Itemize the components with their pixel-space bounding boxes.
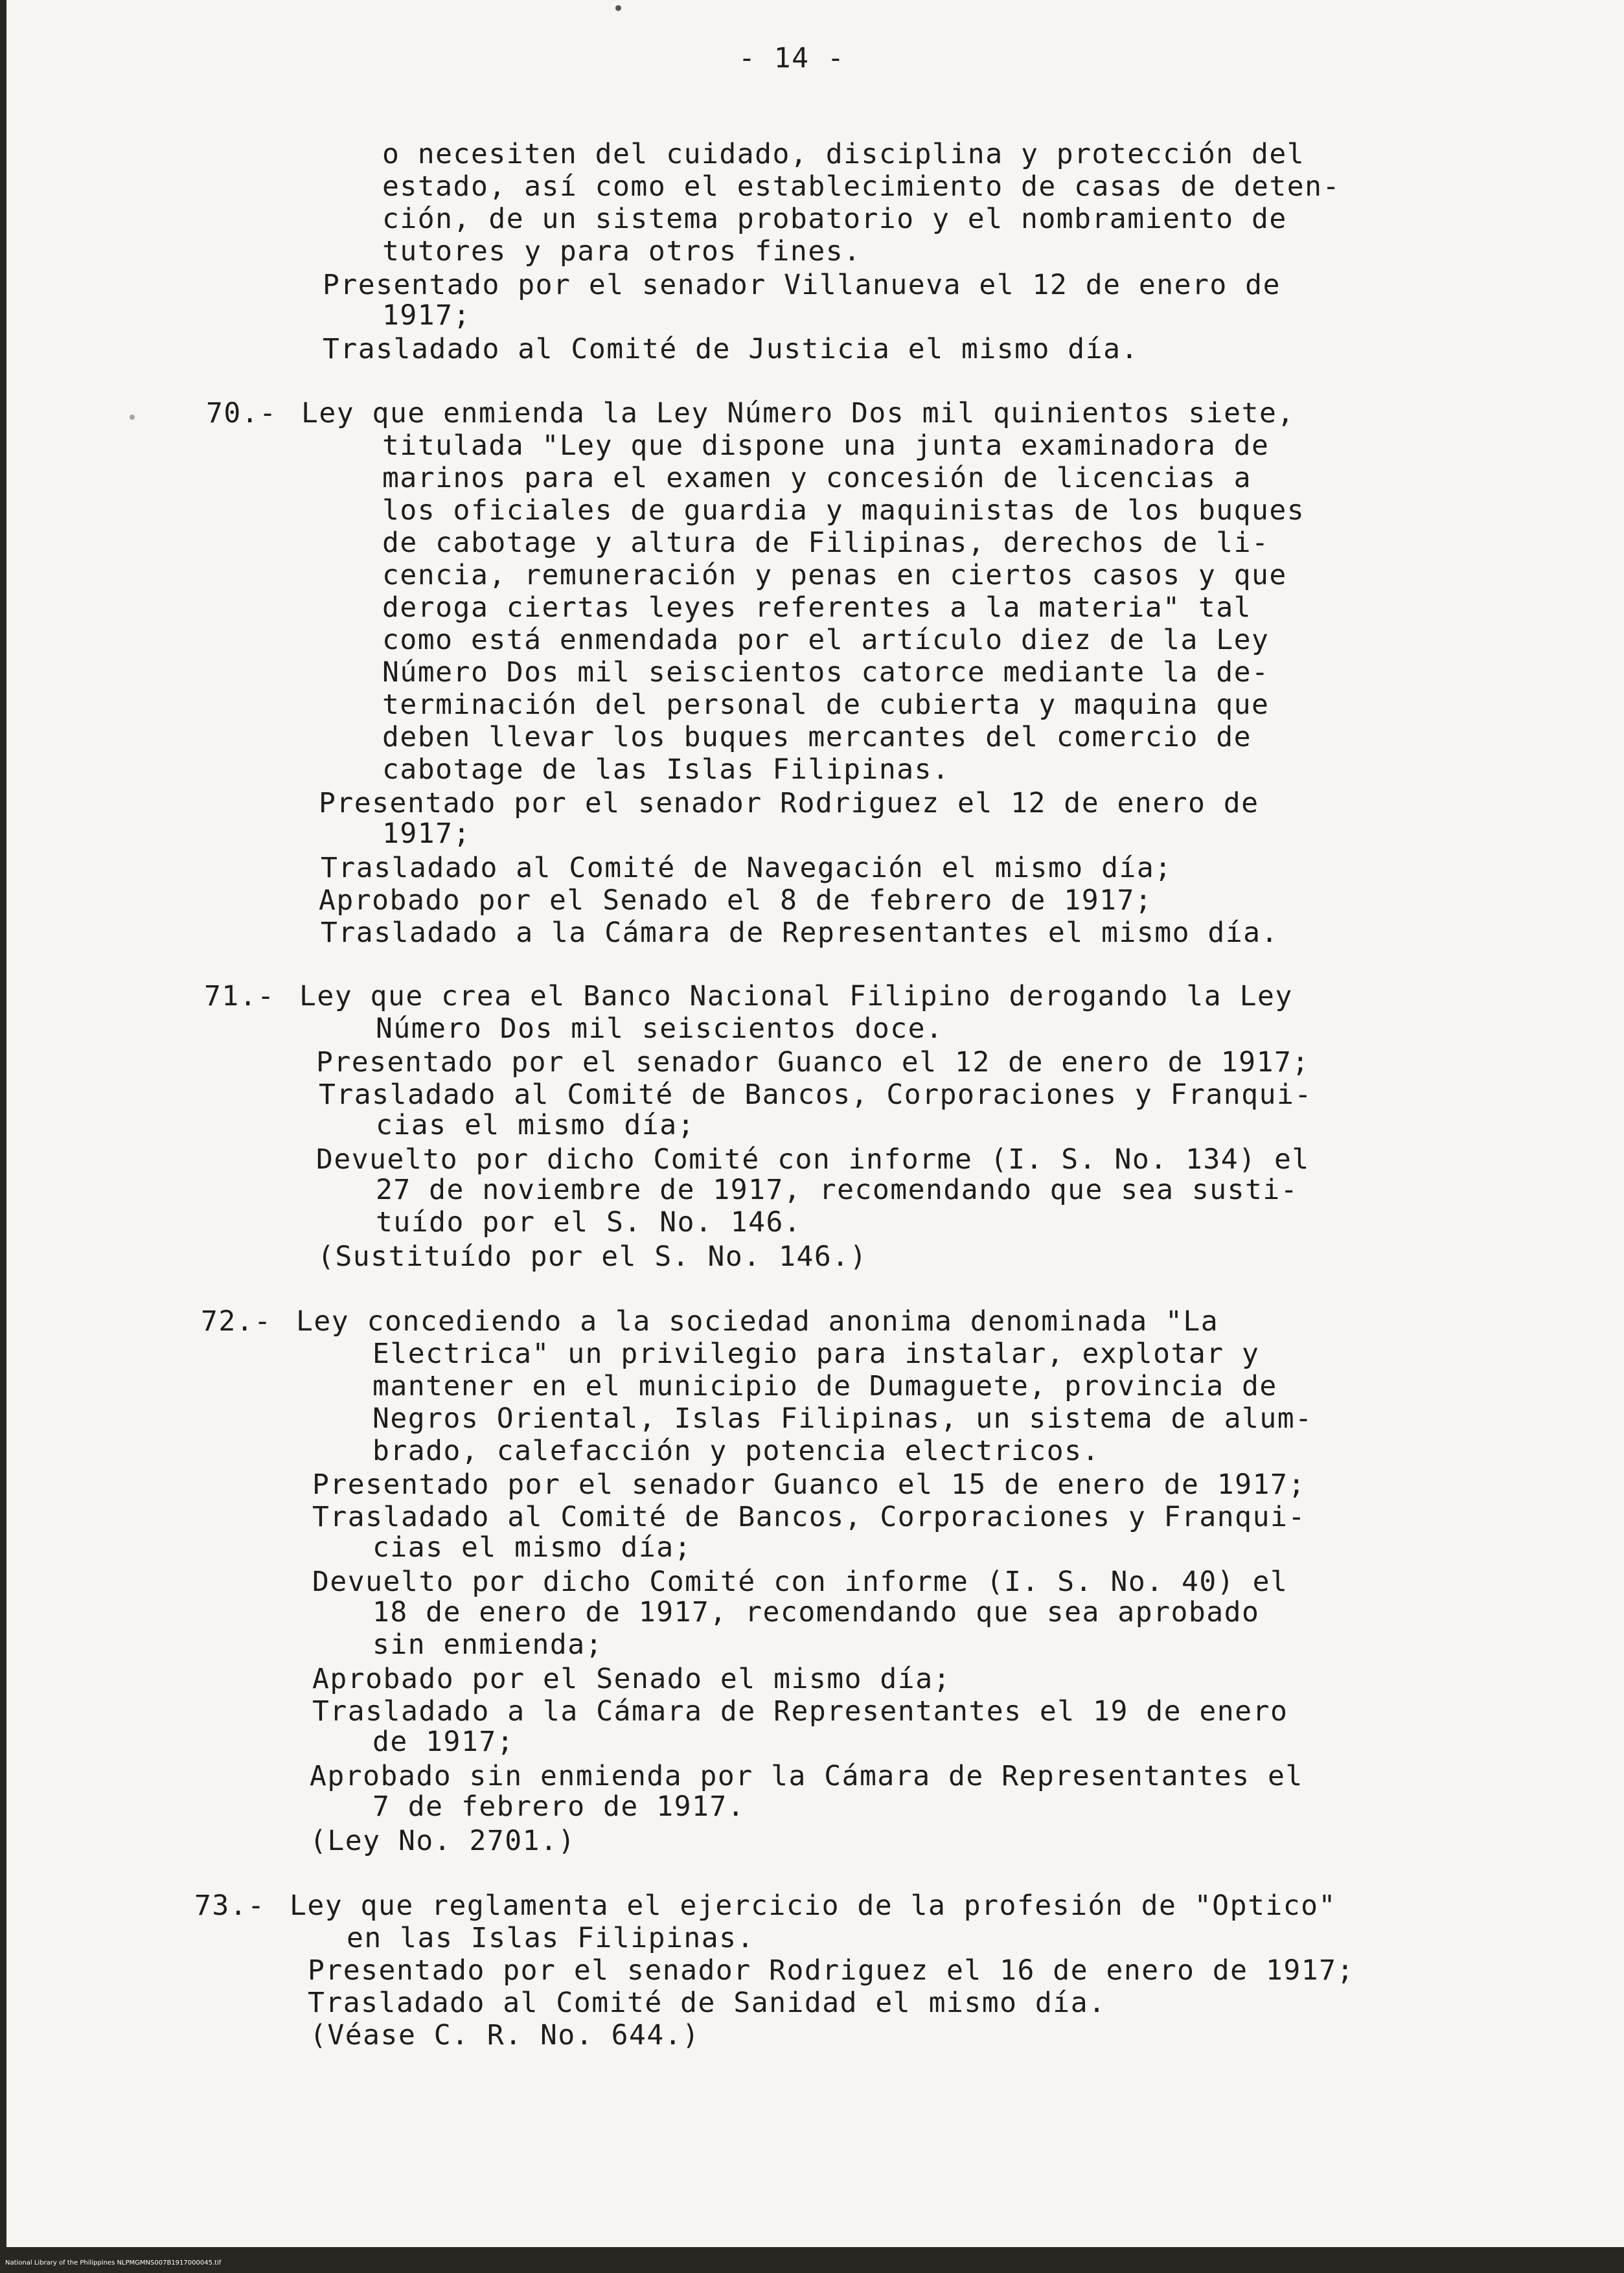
bill-number: 73.- xyxy=(194,1890,266,1922)
title-line: Número Dos mil seiscientos doce. xyxy=(376,1012,944,1045)
action-line: Aprobado por el Senado el 8 de febrero de 1917; xyxy=(319,884,1153,917)
title-line: estado, así como el establecimiento de casas de deten- xyxy=(382,170,1340,203)
title-line: mantener en el municipio de Dumaguete, provincia de xyxy=(372,1370,1277,1402)
action-line: 1917; xyxy=(382,299,471,332)
action-line: Presentado por el senador Rodriguez el 16 de enero de 1917; xyxy=(308,1954,1355,1987)
scan-speck xyxy=(130,415,135,420)
title-line: tutores y para otros fines. xyxy=(382,235,862,268)
scan-speck xyxy=(615,5,621,11)
title-line: los oficiales de guardia y maquinistas de los buques xyxy=(382,494,1305,527)
scan-border-bottom xyxy=(0,2247,1624,2273)
title-line: Electrica" un privilegio para instalar, explotar y xyxy=(372,1338,1260,1370)
action-line: Presentado por el senador Guanco el 12 de enero de 1917; xyxy=(316,1046,1310,1079)
action-line: Trasladado al Comité de Bancos, Corporaciones y Franqui- xyxy=(319,1079,1312,1111)
title-line: Ley que enmienda la Ley Número Dos mil quinientos siete, xyxy=(301,397,1295,429)
action-line: tuído por el S. No. 146. xyxy=(376,1206,802,1239)
action-line: Trasladado a la Cámara de Representantes el mismo día. xyxy=(321,917,1279,949)
action-line: 7 de febrero de 1917. xyxy=(372,1790,746,1823)
action-line: Presentado por el senador Villanueva el 12 de enero de xyxy=(323,269,1281,301)
action-line: cias el mismo día; xyxy=(376,1109,695,1141)
title-line: cabotage de las Islas Filipinas. xyxy=(382,753,950,786)
action-line: Trasladado a la Cámara de Representantes el 19 de enero xyxy=(312,1695,1288,1728)
title-line: titulada "Ley que dispone una junta examinadora de xyxy=(382,429,1270,462)
action-line: Trasladado al Comité de Sanidad el mismo día. xyxy=(308,1987,1106,2019)
page-number: - 14 - xyxy=(738,42,845,74)
action-line: Presentado por el senador Guanco el 15 de enero de 1917; xyxy=(312,1468,1306,1501)
action-line: cias el mismo día; xyxy=(372,1531,692,1564)
action-line: 18 de enero de 1917, recomendando que sea aprobado xyxy=(372,1596,1260,1628)
action-line: 27 de noviembre de 1917, recomendando que sea susti- xyxy=(376,1174,1299,1206)
title-line: cencia, remuneración y penas en ciertos casos y que xyxy=(382,559,1287,591)
title-line: deben llevar los buques mercantes del comercio de xyxy=(382,721,1252,753)
action-line: Devuelto por dicho Comité con informe (I. S. No. 40) el xyxy=(312,1566,1288,1598)
bill-number: 70.- xyxy=(206,397,277,429)
action-line: Trasladado al Comité de Bancos, Corporaciones y Franqui- xyxy=(312,1501,1306,1533)
scan-footer: National Library of the Philippines NLPMGMNS007B1917000045.tif xyxy=(5,2259,222,2267)
title-line: como está enmendada por el artículo diez de la Ley xyxy=(382,624,1270,656)
title-line: Ley que reglamenta el ejercicio de la profesión de "Optico" xyxy=(290,1890,1336,1922)
title-line: o necesiten del cuidado, disciplina y protección del xyxy=(382,138,1305,170)
action-line: sin enmienda; xyxy=(372,1628,604,1661)
action-line: Presentado por el senador Rodriguez el 12 de enero de xyxy=(319,787,1259,819)
action-line: Aprobado sin enmienda por la Cámara de Representantes el xyxy=(310,1760,1303,1792)
action-line: de 1917; xyxy=(372,1726,515,1758)
title-line: deroga ciertas leyes referentes a la materia" tal xyxy=(382,591,1252,624)
action-line: Trasladado al Comité de Navegación el mismo día; xyxy=(321,852,1172,884)
action-line: (Véase C. R. No. 644.) xyxy=(310,2019,700,2051)
title-line: de cabotage y altura de Filipinas, derechos de li- xyxy=(382,527,1270,559)
title-line: ción, de un sistema probatorio y el nombramiento de xyxy=(382,203,1287,235)
title-line: Número Dos mil seiscientos catorce mediante la de- xyxy=(382,656,1270,689)
bill-number: 72.- xyxy=(201,1305,272,1338)
action-line: Aprobado por el Senado el mismo día; xyxy=(312,1663,951,1695)
title-line: marinos para el examen y concesión de licencias a xyxy=(382,462,1252,494)
action-line: (Sustituído por el S. No. 146.) xyxy=(317,1240,868,1273)
title-line: terminación del personal de cubierta y maquina que xyxy=(382,689,1270,721)
action-line: (Ley No. 2701.) xyxy=(310,1825,576,1857)
action-line: Trasladado al Comité de Justicia el mismo día. xyxy=(323,333,1139,365)
action-line: 1917; xyxy=(382,817,471,850)
scan-border-left xyxy=(0,0,6,2273)
title-line: brado, calefacción y potencia electricos. xyxy=(372,1435,1100,1467)
action-line: Devuelto por dicho Comité con informe (I. S. No. 134) el xyxy=(316,1143,1310,1176)
title-line: Ley concediendo a la sociedad anonima denominada "La xyxy=(296,1305,1219,1338)
title-line: Ley que crea el Banco Nacional Filipino derogando la Ley xyxy=(299,980,1293,1012)
bill-number: 71.- xyxy=(204,980,275,1012)
title-line: Negros Oriental, Islas Filipinas, un sistema de alum- xyxy=(372,1402,1313,1435)
title-line: en las Islas Filipinas. xyxy=(347,1922,755,1954)
